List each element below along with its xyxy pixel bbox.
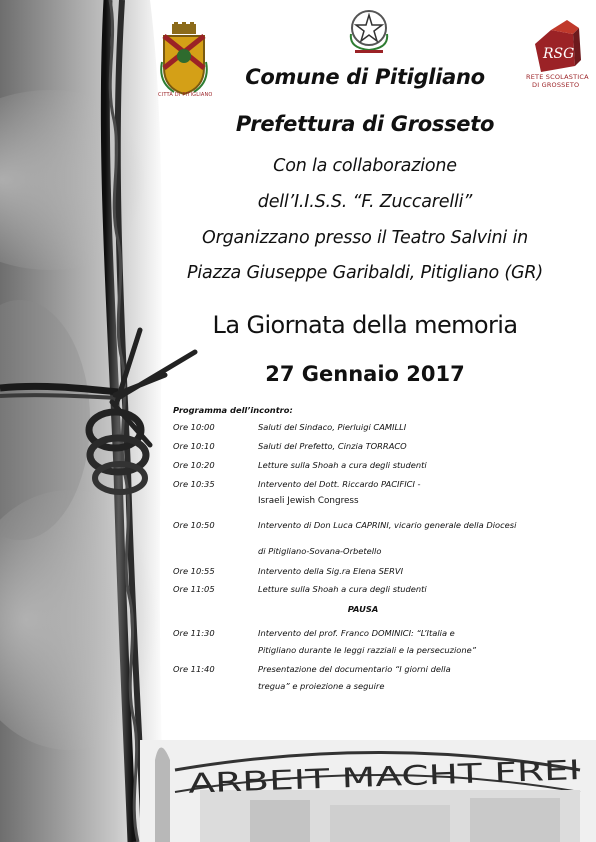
program-row: Ore 11:30 Intervento del prof. Franco DOMINICI: “L’Italia e <box>173 628 455 638</box>
school-line: dell’I.I.S.S. “F. Zuccarelli” <box>257 192 473 212</box>
program-row: Ore 10:50 Intervento di Don Luca CAPRINI, vicario generale della Diocesi <box>173 520 517 530</box>
event-title: La Giornata della memoria <box>212 311 518 339</box>
rete-logo-caption-1: RETE SCOLASTICA <box>526 73 589 81</box>
program-title: Programma dell’incontro: <box>173 405 293 415</box>
program-row-continuation: Israeli Jewish Congress <box>258 496 359 506</box>
collaboration-line: Con la collaborazione <box>273 156 457 176</box>
italian-republic-emblem-logo <box>343 8 395 54</box>
program-section <box>173 405 573 698</box>
gate-sign-text: ARBEIT MACHT FREI <box>187 759 460 800</box>
program-row: Ore 11:05 Letture sulla Shoah a cura degli studenti <box>173 584 427 594</box>
program-row: Ore 10:20 Letture sulla Shoah a cura degli studenti <box>173 460 427 470</box>
program-row-continuation: di Pitigliano-Sovana-Orbetello <box>258 546 382 556</box>
program-row-continuation: tregua” e proiezione a seguire <box>258 681 385 691</box>
address-line: Piazza Giuseppe Garibaldi, Pitigliano (GR) <box>187 263 543 283</box>
program-row-continuation: Pitigliano durante le leggi razziali e la persecuzione” <box>258 645 477 655</box>
program-row: Ore 10:55 Intervento della Sig.ra Elena SERVI <box>173 566 404 576</box>
program-row: Ore 11:40 Presentazione del documentario “I giorni della <box>173 664 451 674</box>
program-row: Ore 10:35 Intervento del Dott. Riccardo PACIFICI - <box>173 479 421 489</box>
pause-label: PAUSA <box>347 604 379 614</box>
rete-logo-caption-2: DI GROSSETO <box>532 81 580 89</box>
venue-line: Organizzano presso il Teatro Salvini in <box>202 228 528 248</box>
event-date: 27 Gennaio 2017 <box>265 362 465 386</box>
program-row: Ore 10:00 Saluti del Sindaco, Pierluigi CAMILLI <box>173 422 407 432</box>
prefettura-heading: Prefettura di Grosseto <box>235 112 495 136</box>
svg-text:RSG: RSG <box>543 46 575 62</box>
comune-logo-caption: CITTÀ DI PITIGLIANO <box>158 92 213 98</box>
comune-heading: Comune di Pitigliano <box>245 65 485 89</box>
program-row: Ore 10:10 Saluti del Prefetto, Cinzia TORRACO <box>173 441 407 451</box>
